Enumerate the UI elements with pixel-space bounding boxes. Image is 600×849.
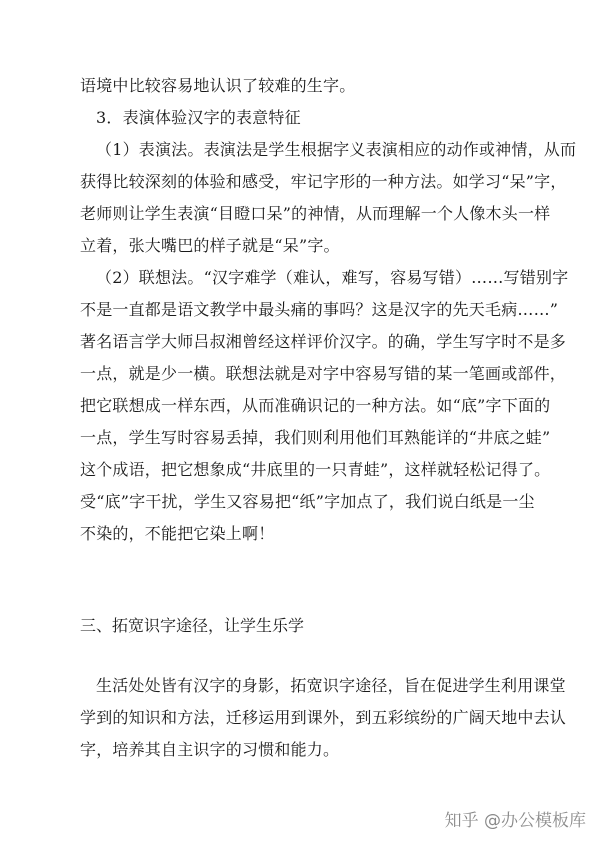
text-line: 一点，就是少一横。联想法就是对字中容易写错的某一笔画或部件， (80, 364, 567, 383)
text-line: 不染的，不能把它染上啊！ (80, 524, 275, 543)
text-line: （2）联想法。“汉字难学（难认，难写，容易写错）……写错别字 (96, 268, 569, 287)
text-line: 语境中比较容易地认识了较难的生字。 (80, 76, 356, 95)
text-line: 受“底”字干扰，学生又容易把“纸”字加点了，我们说白纸是一尘 (80, 492, 535, 511)
watermark: 知乎 @办公模板库 (444, 811, 586, 831)
text-line: 这个成语，把它想象成“井底里的一只青蛙”，这样就轻松记得了。 (80, 460, 551, 479)
text-line: 不是一直都是语文教学中最头痛的事吗？这是汉字的先天毛病……” (80, 300, 559, 319)
text-line: 字，培养其自主识字的习惯和能力。 (80, 740, 340, 759)
subheading-3: 3．表演体验汉字的表意特征 (96, 108, 301, 127)
text-line: 老师则让学生表演“目瞪口呆”的神情，从而理解一个人像木头一样 (80, 204, 551, 223)
text-line: 生活处处皆有汉字的身影，拓宽识字途径，旨在促进学生利用课堂 (96, 676, 566, 695)
text-line: 一点，学生写时容易丢掉，我们则利用他们耳熟能详的“井底之蛙” (80, 428, 551, 447)
document-body (80, 70, 577, 550)
section-paragraph (80, 670, 567, 766)
text-line: （1）表演法。表演法是学生根据字义表演相应的动作或神情，从而 (96, 140, 577, 159)
text-line: 著名语言学大师吕叔湘曾经这样评价汉字。的确，学生写字时不是多 (80, 332, 567, 351)
text-line: 学到的知识和方法，迁移运用到课外，到五彩缤纷的广阔天地中去认 (80, 708, 567, 727)
text-line: 获得比较深刻的体验和感受，牢记字形的一种方法。如学习“呆”字， (80, 172, 567, 191)
text-line: 把它联想成一样东西，从而准确识记的一种方法。如“底”字下面的 (80, 396, 551, 415)
section-heading: 三、拓宽识字途径，让学生乐学 (80, 616, 305, 635)
text-line: 立着，张大嘴巴的样子就是“呆”字。 (80, 236, 340, 255)
